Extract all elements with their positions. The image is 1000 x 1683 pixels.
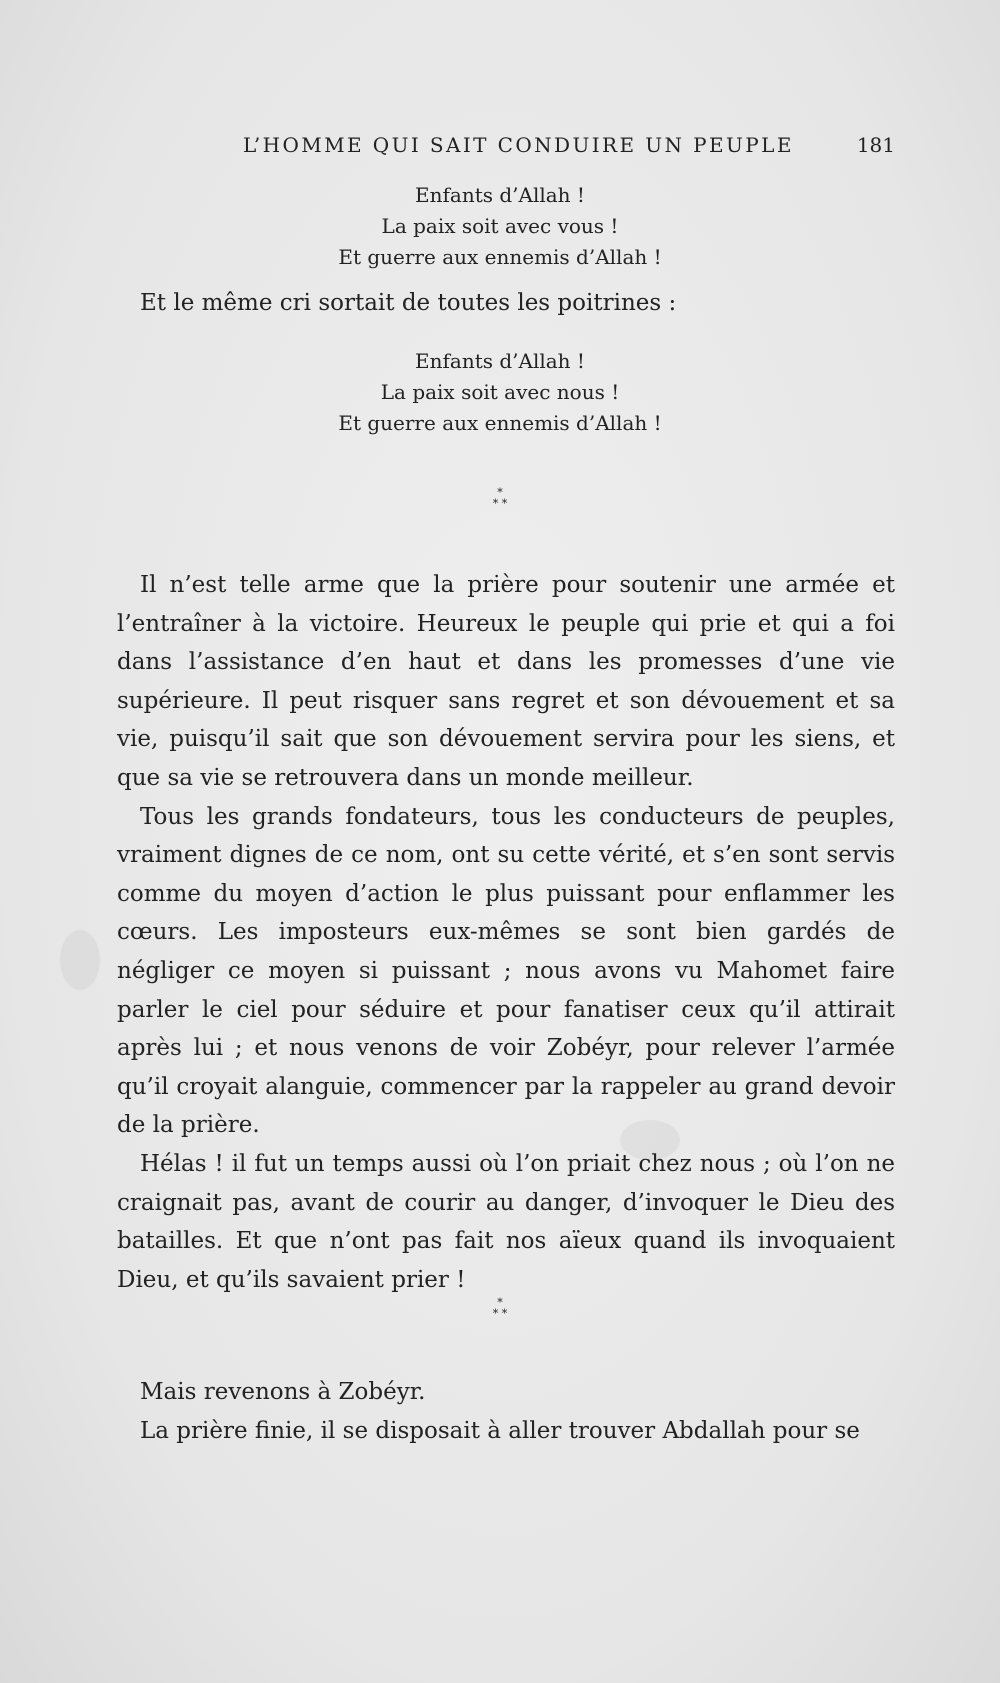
page-number: 181 — [856, 133, 895, 157]
paragraph: Hélas ! il fut un temps aussi où l’on priait chez nous ; où l’on ne craignait pas, avant de courir au danger, d’invoquer le Dieu des batailles. Et que n’ont pas fait nos aïeux quand ils invoquaient Dieu, et qu’ils savaient prier ! — [117, 1150, 895, 1293]
paragraph: La prière finie, il se disposait à aller trouver Abdallah pour se — [140, 1417, 860, 1444]
main-text — [117, 566, 895, 1299]
paragraph: Mais revenons à Zobéyr. — [140, 1379, 426, 1405]
section-separator — [480, 1297, 520, 1319]
asterism-top: * — [497, 1296, 503, 1309]
running-title: L’HOMME QUI SAIT CONDUIRE UN PEUPLE — [243, 133, 794, 157]
closing-text — [117, 1373, 895, 1450]
section-separator — [480, 487, 520, 509]
verse-line: La paix soit avec vous ! — [381, 214, 619, 238]
paragraph: Il n’est telle arme que la prière pour soutenir une armée et l’entraîner à la victoire. Heureux le peuple qui prie et qui a foi dans l’assistance d’en haut et dans les promesses d’une vie supérieure. Il peut risquer sans regret et son dévouement et sa vie, puisqu’il sait que son dévouement servira pour les siens, et que sa vie se retrouvera dans un monde meilleur. — [117, 572, 895, 791]
verse-line: Et guerre aux ennemis d’Allah ! — [338, 245, 662, 269]
asterism-bottom: * * — [492, 497, 508, 510]
verse-line: Enfants d’Allah ! — [415, 349, 585, 373]
running-header — [243, 133, 895, 163]
asterism-bottom: * * — [492, 1307, 508, 1320]
verse-stanza-2 — [330, 346, 670, 439]
verse-line: La paix soit avec nous ! — [380, 380, 620, 404]
verse-line: Enfants d’Allah ! — [415, 183, 585, 207]
verse-line: Et guerre aux ennemis d’Allah ! — [338, 411, 662, 435]
asterism-top: * — [497, 486, 503, 499]
paragraph: Tous les grands fondateurs, tous les conducteurs de peuples, vraiment dignes de ce nom, ont su cette vérité, et s’en sont servis comme du moyen d’action le plus puissant pour enflammer les cœurs. Les imposteurs eux-mêmes se sont bien gardés de négliger ce moyen si puissant ; nous avons vu Mahomet faire parler le ciel pour séduire et pour fanatiser ceux qu’il attirait après lui ; et nous venons de voir Zobéyr, pour relever l’armée qu’il croyait alanguie, commencer par la rappeler au grand devoir de la prière. — [117, 803, 895, 1139]
intro-line: Et le même cri sortait de toutes les poitrines : — [140, 290, 677, 316]
paper-stain — [60, 930, 100, 990]
verse-stanza-1 — [330, 180, 670, 273]
